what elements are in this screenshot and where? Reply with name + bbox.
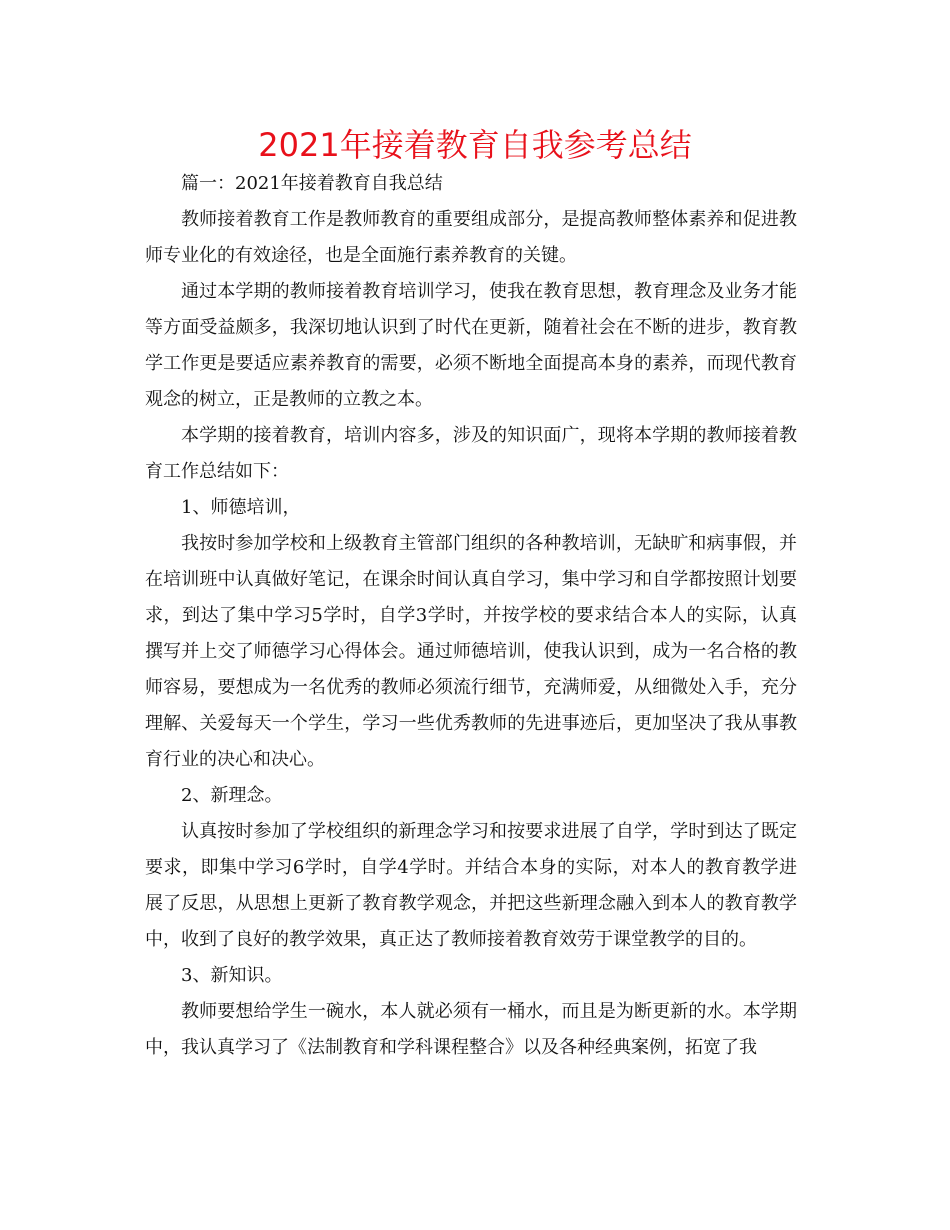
section-heading: 3、新知识。 — [181, 965, 283, 986]
paragraph: 通过本学期的教师接着教育培训学习，使我在教育思想，教育理念及业务才能等方面受益颇多，我深切地认识到了时代在更新，随着社会在不断的进步，教育教学工作更是要适应素养教育的需要，必须不断地全面提高本身的素养，而现代教育观念的树立，正是教师的立教之本。 — [145, 281, 797, 410]
paragraph: 认真按时参加了学校组织的新理念学习和按要求进展了自学，学时到达了既定要求，即集中学习6学时，自学4学时。并结合本身的实际，对本人的教育教学进展了反思，从思想上更新了教育教学观念，并把这些新理念融入到本人的教育教学中，收到了良好的教学效果，真正达了教师接着教育效劳于课堂教学的目的。 — [145, 821, 797, 950]
paragraph: 教师接着教育工作是教师教育的重要组成部分，是提高教师整体素养和促进教师专业化的有效途径，也是全面施行素养教育的关键。 — [145, 209, 797, 266]
document-body — [145, 166, 797, 1066]
paragraph: 教师要想给学生一碗水，本人就必须有一桶水，而且是为断更新的水。本学期中，我认真学习了《法制教育和学科课程整合》以及各种经典案例，拓宽了我 — [145, 1001, 797, 1058]
section-heading: 1、师德培训， — [181, 497, 301, 518]
paragraph: 我按时参加学校和上级教育主管部门组织的各种教培训，无缺旷和病事假，并在培训班中认真做好笔记，在课余时间认真自学习，集中学习和自学都按照计划要求，到达了集中学习5学时，自学3学时，并按学校的要求结合本人的实际，认真撰写并上交了师德学习心得体会。通过师德培训，使我认识到，成为一名合格的教师容易，要想成为一名优秀的教师必须流行细节，充满师爱，从细微处入手，充分理解、关爱每天一个学生，学习一些优秀教师的先进事迹后，更加坚决了我从事教育行业的决心和决心。 — [145, 533, 797, 770]
section-heading: 2、新理念。 — [181, 785, 283, 806]
document-title: 2021年接着教育自我参考总结 — [258, 126, 692, 164]
paragraph: 篇一：2021年接着教育自我总结 — [181, 173, 443, 194]
paragraph: 本学期的接着教育，培训内容多，涉及的知识面广，现将本学期的教师接着教育工作总结如下： — [145, 425, 797, 482]
